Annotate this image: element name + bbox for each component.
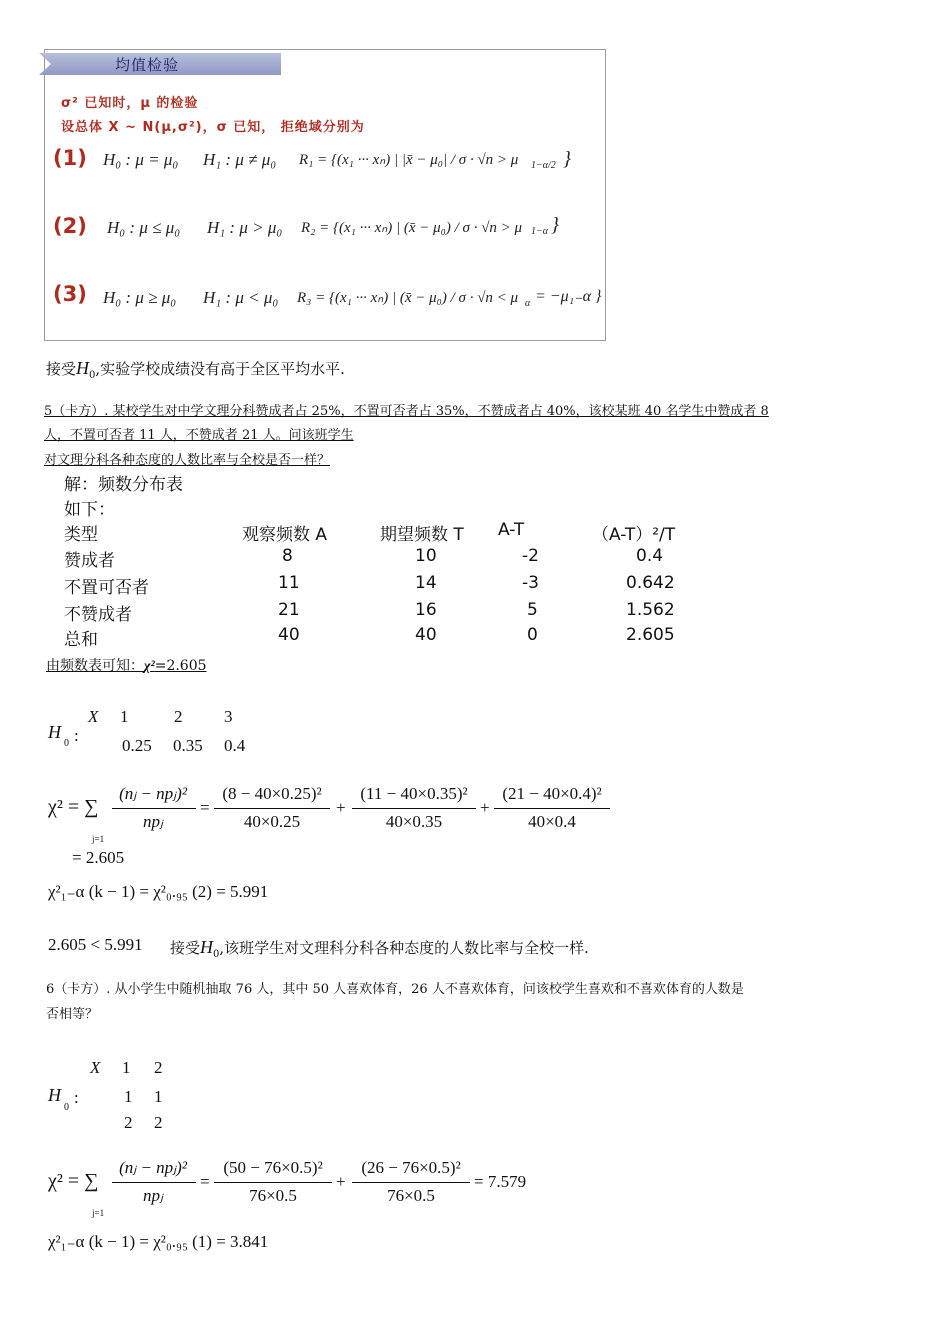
chi-square-note: 由频数表可知：χ²=2.605 bbox=[46, 658, 207, 674]
solution-follows: 如下： bbox=[64, 500, 115, 520]
figure-line-1: σ² 已知时，μ 的检验 bbox=[61, 96, 199, 111]
q5-line-3: 对文理分科各种态度的人数比率与全校是否一样？ bbox=[44, 453, 331, 468]
q6-line-2: 否相等？ bbox=[46, 1007, 99, 1022]
critical-value-q5: χ²₁₋α (k − 1) = χ²₀.₉₅ (2) = 5.991 bbox=[48, 882, 269, 901]
critical-value-q6: χ²₁₋α (k − 1) = χ²₀.₉₅ (1) = 3.841 bbox=[48, 1232, 269, 1251]
solution-heading: 解：频数分布表 bbox=[64, 475, 183, 495]
q6-line-1: 6（卡方）. 从小学生中随机抽取 76 人，其中 50 人喜欢体育，26 人不喜欢体育，问该校学生喜欢和不喜欢体育的人数是 bbox=[46, 982, 744, 997]
accept-h0-line-1: 接受$H_0$,实验学校成绩没有高于全区平均水平. bbox=[46, 358, 345, 381]
q5-line-2: 人，不置可否者 11 人，不赞成者 21 人。问该班学生 bbox=[44, 428, 354, 443]
figure-line-2: 设总体 X ~ N(μ,σ²)，σ 已知， 拒绝域分别为 bbox=[61, 120, 365, 135]
document-page: 均值检验 σ² 已知时，μ 的检验 设总体 X ~ N(μ,σ²)，σ 已知， 拒绝域分别为 (1) H₀ : μ = μ₀ H₁ : μ ≠ μ₀ R₁ = {(x₁ ··· xₙ) | |x̄ − μ₀| / σ · √n > μ 1−α/2 } (2) H₀ : μ ≤ μ₀ H₁ : μ > μ₀ R₂ = {(x₁ ··· xₙ) | (x̄ − μ₀) / σ · √n > μ 1−α } (3) H₀ : μ ≥ μ₀ H₁ : μ < μ₀ R₃ = {(x₁ ··· xₙ) | (x̄ − μ₀) / σ · √n < μ α = −μ₁₋α } 接受$H_0$,实验学校成绩没有高于全区平均水平. 5（卡方）. 某校学生对中学文理分科赞成者占 25%，不置可否者占 35%，不赞成者占 40%，该校某班 40 名学生中赞成者 8 人，不置可否者 11 人，不赞成者 21 人。问该班学生 对文理分科各种态度的人数比率与全校是否一样？ 解：频数分布表 如下： 类型 观察频数 A 期望频数 T A-T （A-T）²/T 赞成者 8 10 -2 0.4 不置可否者 11 14 -3 0.642 不赞成者 21 16 5 1.562 总和 40 40 0 2.605 由频数表可知：χ²=2.605 X 1 2 3 H 0 : 0.25 0.35 0.4 χ² = ∑ j=1 (nⱼ − npⱼ)² npⱼ = (8 − 40×0.25)² 40×0.25 + (11 − 40×0.35)² 40×0.35 + (21 − 40×0.4)² 40×0.4 = 2.605 χ²₁₋α (k − 1) = χ²₀.₉₅ (2) = 5.991 2.605 < 5.991 接受$H_0$,该班学生对文理科分科各种态度的人数比率与全校一样. 6（卡方）. 从小学生中随机抽取 76 人，其中 50 人喜欢体育，26 人不喜欢体育，问该校学生喜欢和不喜欢体育的人数是 否相等？ X 1 2 H 0 : 1 1 2 2 χ² = ∑ j=1 (nⱼ − npⱼ)² npⱼ = (50 − 76×0.5)² 76×0.5 + (26 − 76×0.5)² 76×0.5 = 7.579 χ²₁₋α (k − 1) = χ²₀.₉₅ (1) = 3.841 bbox=[0, 0, 950, 1344]
figure-title: 均值检验 bbox=[115, 56, 180, 74]
q5-line-1: 5（卡方）. 某校学生对中学文理分科赞成者占 25%，不置可否者占 35%，不赞成者占 40%，该校某班 40 名学生中赞成者 8 bbox=[44, 404, 769, 419]
mean-test-figure: 均值检验 σ² 已知时，μ 的检验 设总体 X ~ N(μ,σ²)，σ 已知， 拒绝域分别为 (1) H₀ : μ = μ₀ H₁ : μ ≠ μ₀ R₁ = {(x₁ ··· xₙ) | |x̄ − μ₀| / σ · √n > μ 1−α/2 } (2) H₀ : μ ≤ μ₀ H₁ : μ > μ₀ R₂ = {(x₁ ··· xₙ) | (x̄ − μ₀) / σ · √n > μ 1−α } (3) H₀ : μ ≥ μ₀ H₁ : μ < μ₀ R₃ = {(x₁ ··· xₙ) | (x̄ − μ₀) / σ · √n < μ α = −μ₁₋α } bbox=[44, 49, 606, 341]
